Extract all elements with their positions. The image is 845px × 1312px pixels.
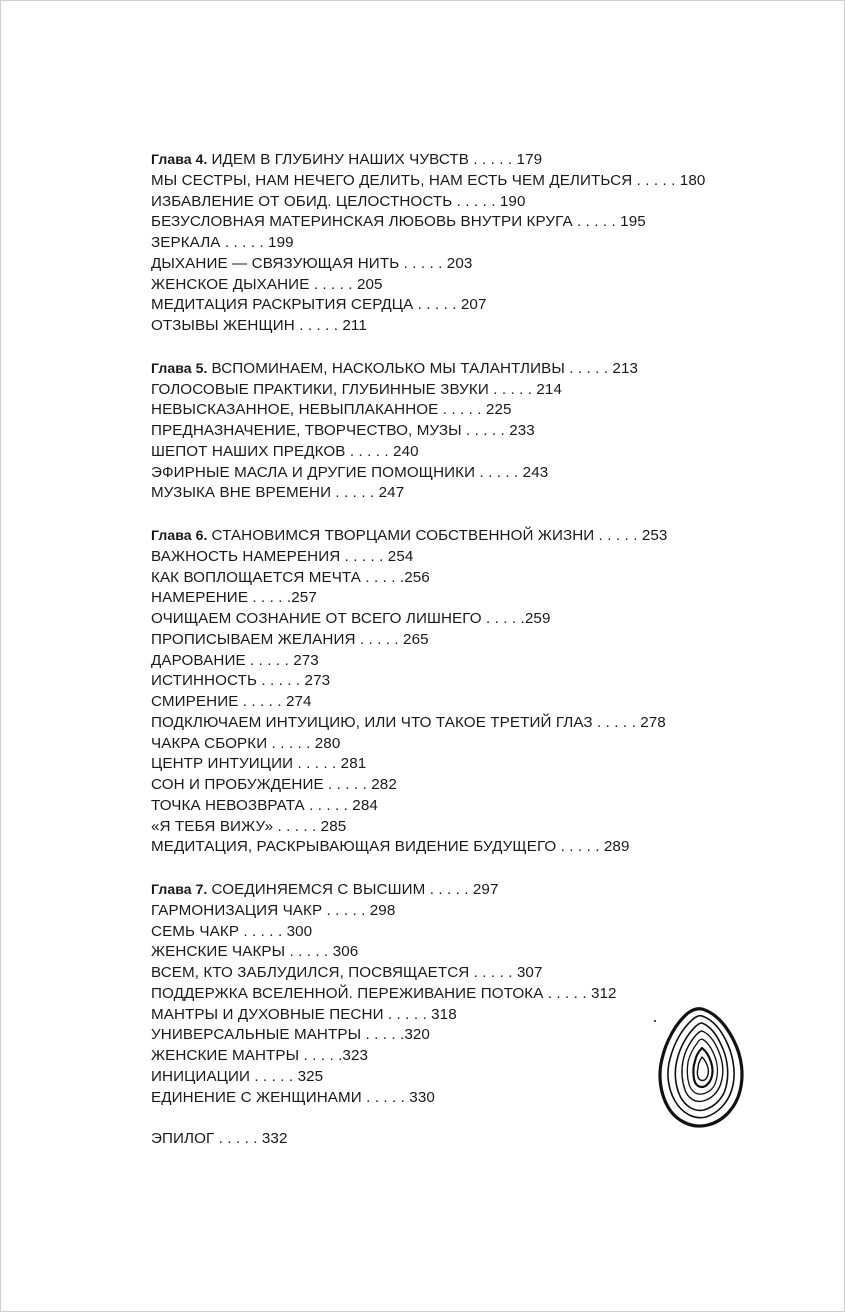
toc-entry: ПОДКЛЮЧАЕМ ИНТУИЦИЮ, ИЛИ ЧТО ТАКОЕ ТРЕТИЙ ГЛАЗ . . . . . 278: [151, 713, 666, 731]
toc-entry: ВСЕМ, КТО ЗАБЛУДИЛСЯ, ПОСВЯЩАЕТСЯ . . . . . 307: [151, 964, 543, 981]
toc-entry: ЦЕНТР ИНТУИЦИИ . . . . . 281: [151, 755, 367, 773]
toc-entry: ЭФИРНЫЕ МАСЛА И ДРУГИЕ ПОМОЩНИКИ . . . . . 243: [151, 463, 549, 481]
epilogue-entry: ЭПИЛОГ . . . . . 332: [151, 1130, 288, 1148]
toc-entry: ДЫХАНИЕ — СВЯЗУЮЩАЯ НИТЬ . . . . . 203: [151, 254, 473, 272]
toc-entry: ОТЗЫВЫ ЖЕНЩИН . . . . . 211: [151, 317, 367, 334]
toc-entry: ВАЖНОСТЬ НАМЕРЕНИЯ . . . . . 254: [151, 547, 414, 565]
chapter-4-section: [151, 149, 751, 337]
chapter-label: Глава 7.: [151, 881, 208, 897]
chapter-title: СОЕДИНЯЕМСЯ С ВЫСШИМ . . . . . 297: [211, 881, 499, 898]
chapter-label: Глава 6.: [151, 527, 208, 543]
toc-entry: УНИВЕРСАЛЬНЫЕ МАНТРЫ . . . . .320: [151, 1026, 430, 1044]
toc-entry: ЖЕНСКИЕ МАНТРЫ . . . . .323: [151, 1047, 369, 1064]
agate-slice-icon: [652, 1005, 747, 1130]
chapter-title: ИДЕМ В ГЛУБИНУ НАШИХ ЧУВСТВ . . . . . 179: [211, 151, 543, 168]
toc-entry: МЫ СЕСТРЫ, НАМ НЕЧЕГО ДЕЛИТЬ, НАМ ЕСТЬ ЧЕМ ДЕЛИТЬСЯ . . . . . 180: [151, 171, 706, 189]
table-of-contents: [151, 149, 751, 1150]
toc-entry: МУЗЫКА ВНЕ ВРЕМЕНИ . . . . . 247: [151, 484, 405, 502]
toc-entry: СМИРЕНИЕ . . . . . 274: [151, 693, 312, 710]
toc-entry: ПОДДЕРЖКА ВСЕЛЕННОЙ. ПЕРЕЖИВАНИЕ ПОТОКА . . . . . 312: [151, 984, 617, 1002]
chapter-title: ВСПОМИНАЕМ, НАСКОЛЬКО МЫ ТАЛАНТЛИВЫ . . . . . 213: [211, 359, 639, 377]
chapter-label: Глава 4.: [151, 151, 208, 167]
toc-entry: ШЕПОТ НАШИХ ПРЕДКОВ . . . . . 240: [151, 442, 419, 460]
toc-entry: МЕДИТАЦИЯ РАСКРЫТИЯ СЕРДЦА . . . . . 207: [151, 296, 487, 314]
toc-entry: ПРОПИСЫВАЕМ ЖЕЛАНИЯ . . . . . 265: [151, 630, 429, 648]
toc-entry: НАМЕРЕНИЕ . . . . .257: [151, 589, 317, 607]
toc-entry: ЕДИНЕНИЕ С ЖЕНЩИНАМИ . . . . . 330: [151, 1088, 435, 1106]
toc-entry: ГАРМОНИЗАЦИЯ ЧАКР . . . . . 298: [151, 901, 396, 919]
chapter-6-section: [151, 525, 751, 858]
chapter-heading: [151, 525, 751, 547]
toc-entry: ДАРОВАНИЕ . . . . . 273: [151, 651, 319, 669]
epilogue-section: [151, 1129, 751, 1150]
toc-entry: ЖЕНСКИЕ ЧАКРЫ . . . . . 306: [151, 943, 359, 961]
chapter-title: СТАНОВИМСЯ ТВОРЦАМИ СОБСТВЕННОЙ ЖИЗНИ . . . . . 253: [211, 527, 668, 544]
toc-entry: МЕДИТАЦИЯ, РАСКРЫВАЮЩАЯ ВИДЕНИЕ БУДУЩЕГО . . . . . 289: [151, 838, 630, 856]
chapter-5-section: [151, 358, 751, 504]
chapter-label: Глава 5.: [151, 359, 208, 376]
toc-entry: ЖЕНСКОЕ ДЫХАНИЕ . . . . . 205: [151, 275, 383, 293]
toc-entry: СОН И ПРОБУЖДЕНИЕ . . . . . 282: [151, 776, 397, 793]
toc-entry: ЧАКРА СБОРКИ . . . . . 280: [151, 734, 341, 752]
chapter-heading: [151, 879, 751, 901]
chapter-heading: [151, 149, 751, 171]
toc-entry: НЕВЫСКАЗАННОЕ, НЕВЫПЛАКАННОЕ . . . . . 225: [151, 401, 512, 419]
toc-entry: «Я ТЕБЯ ВИЖУ» . . . . . 285: [151, 817, 347, 835]
toc-entry: МАНТРЫ И ДУХОВНЫЕ ПЕСНИ . . . . . 318: [151, 1005, 457, 1023]
toc-entry: ОЧИЩАЕМ СОЗНАНИЕ ОТ ВСЕГО ЛИШНЕГО . . . . .259: [151, 610, 551, 627]
toc-entry: ТОЧКА НЕВОЗВРАТА . . . . . 284: [151, 796, 378, 814]
chapter-heading: [151, 358, 751, 380]
toc-entry: ИНИЦИАЦИИ . . . . . 325: [151, 1067, 324, 1085]
toc-entry: ИЗБАВЛЕНИЕ ОТ ОБИД. ЦЕЛОСТНОСТЬ . . . . . 190: [151, 192, 526, 210]
toc-entry: ПРЕДНАЗНАЧЕНИЕ, ТВОРЧЕСТВО, МУЗЫ . . . . . 233: [151, 422, 535, 439]
toc-entry: КАК ВОПЛОЩАЕТСЯ МЕЧТА . . . . .256: [151, 568, 430, 586]
toc-entry: СЕМЬ ЧАКР . . . . . 300: [151, 922, 313, 940]
toc-entry: ИСТИННОСТЬ . . . . . 273: [151, 672, 331, 690]
toc-entry: ЗЕРКАЛА . . . . . 199: [151, 234, 294, 251]
toc-entry: ГОЛОСОВЫЕ ПРАКТИКИ, ГЛУБИННЫЕ ЗВУКИ . . . . . 214: [151, 380, 563, 398]
toc-entry: БЕЗУСЛОВНАЯ МАТЕРИНСКАЯ ЛЮБОВЬ ВНУТРИ КРУГА . . . . . 195: [151, 213, 646, 231]
